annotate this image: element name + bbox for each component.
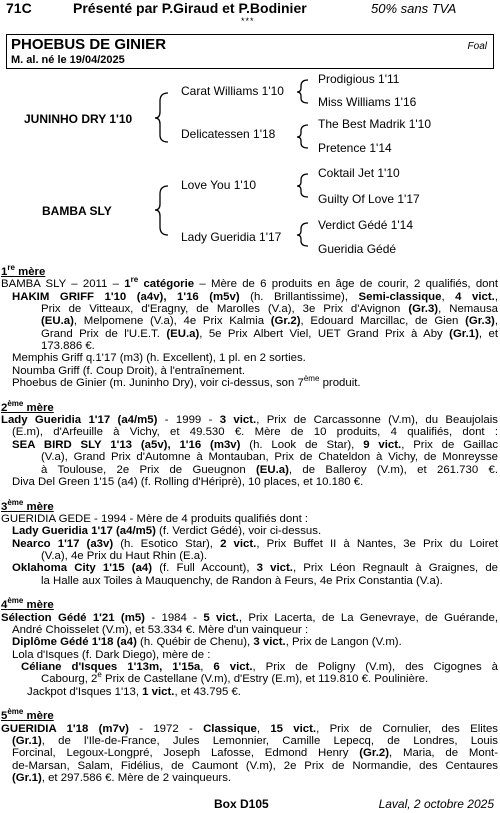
section-title-3: 3ème mère <box>1 497 54 513</box>
text-line: Diva Del Green 1'15 (a4) (f. Rolling d'Hériprè), 10 places, et 10.180 €. <box>12 475 364 488</box>
text-line: Céliane d'Isques 1'13m, 1'15a, 6 vict., Prix de Poligny (V.m), des Cigognes à <box>21 661 498 673</box>
box-number: Box D105 <box>214 797 269 811</box>
sss: Prodigious 1'11 <box>318 72 400 86</box>
text-line: HAKIM GRIFF 1'10 (a4v), 1'16 (m5v) (h. Brillantissime), Semi-classique, 4 vict., <box>12 290 498 303</box>
text-line: 173.886 €. <box>41 340 95 353</box>
dam: BAMBA SLY <box>42 204 112 218</box>
section-title-5: 5ème mère <box>1 707 54 723</box>
text-line: (V.a), 4e Prix du Haut Rhin (E.a). <box>41 549 208 562</box>
text-line: Diplôme Gédé 1'18 (a4) (h. Québir de Chenu), 3 vict., Prix de Langon (V.m). <box>12 636 402 649</box>
text-line: (E.m), d'Arfeuille à Vichy, et 49.530 €. Mère de 10 produits, 4 qualifiés, dont : <box>12 426 498 439</box>
sire-sire: Carat Williams 1'10 <box>181 84 284 98</box>
text-line: Cabourg, 2e Prix de Castellane (V.m), d'Estry (E.m), et 119.810 €. Poulinière. <box>41 670 429 686</box>
section-title-2: 2ème mère <box>1 398 54 414</box>
sds: The Best Madrik 1'10 <box>318 117 432 131</box>
text-line: à Toulouse, 2e Prix de Gueugnon (EU.a), de Balleroy (V.m), et 261.730 €. <box>41 463 498 476</box>
text-line: André Choisselet (V.m), et 53.334 €. Mère d'un vainqueur : <box>12 623 309 636</box>
text-line: (EU.a), Melpomene (V.a), 4e Prix Kalmia (Gr.2), Edouard Marcillac, de Gien (Gr.3), <box>41 315 499 328</box>
text-line: Lady Gueridia 1'17 (a4/m5) (f. Verdict Gédé), voir ci-dessus. <box>12 525 322 538</box>
text-line: Grand Prix de l'U.E.T. (EU.a), 5e Prix Albert Viel, UET Grand Prix à Aby (Gr.1), et <box>41 327 498 340</box>
text-line: Lady Gueridia 1'17 (a4/m5) - 1999 - 3 vict., Prix de Carcassonne (V.m), du Beaujolais <box>1 414 498 427</box>
spacer <box>1 587 498 599</box>
text-line: (Gr.1), et 297.586 €. Mère de 2 vainqueurs. <box>12 772 232 785</box>
tax-note: 50% sans TVA <box>371 1 457 16</box>
spacer <box>1 389 498 401</box>
dam-dam: Lady Gueridia 1'17 <box>181 230 282 244</box>
horse-birth-info: M. al. né le 19/04/2025 <box>11 54 125 66</box>
text-line: Forcinal, Legoux-Longpré, Joseph Lafosse, Edmond Henry (Gr.2), Maria, de Mont- <box>12 747 498 760</box>
text-line: Prix de Vitteaux, d'Eragny, de Marolles (V.a), 3e Prix d'Avignon (Gr.3), Nemausa <box>41 303 498 316</box>
text-line: Lola d'Isques (f. Dark Diego), mère de : <box>12 648 211 661</box>
text-line: GUERIDIA 1'18 (m7v) - 1972 - Classique, 15 vict., Prix de Cornulier, des Elites <box>1 722 498 735</box>
header-stars: *** <box>241 16 255 26</box>
text-line: SEA BIRD SLY 1'13 (a5v), 1'16 (m3v) (h. Look de Star), 9 vict., Prix de Gaillac <box>12 438 499 451</box>
section-title-1: 1re mère <box>1 263 46 278</box>
text-line: la Halle aux Toiles à Mauquenchy, de Randon à Feurs, 4e Prix Constantia (V.a). <box>41 574 443 587</box>
sale-date: Laval, 2 octobre 2025 <box>378 797 494 811</box>
sire-dam: Delicatessen 1'18 <box>181 127 276 141</box>
spacer <box>1 488 498 500</box>
text-line: GUERIDIA GEDE - 1994 - Mère de 4 produits qualifiés dont : <box>1 512 309 525</box>
sire: JUNINHO DRY 1'10 <box>24 112 133 126</box>
horse-type: Foal <box>467 41 487 52</box>
lot-number: 71C <box>6 0 32 16</box>
dss: Coktail Jet 1'10 <box>318 166 400 180</box>
text-line: Noumba Griff (f. Coup Droit), à l'entraînement. <box>12 364 246 377</box>
text-line: (V.a), Grand Prix d'Automne à Montauban, Prix de Chateldon à Vichy, de Monreysse <box>41 451 498 464</box>
ssd: Miss Williams 1'16 <box>318 95 417 109</box>
text-line: BAMBA SLY – 2011 – 1re catégorie – Mère de 6 produits en âge de courir, 2 qualifiés, dont <box>1 275 498 291</box>
text-line: (Gr.1), de l'Ile-de-France, Jules Lemonnier, Camille Lepecq, de Londres, Louis <box>12 735 498 748</box>
text-line: Oklahoma City 1'15 (a4) (f. Full Account), 3 vict., Prix Léon Regnault à Graignes, de <box>12 562 499 575</box>
text-line: Jackpot d'Isques 1'13, 1 vict., et 43.795 €. <box>27 685 241 698</box>
dds: Verdict Gédé 1'14 <box>318 218 414 232</box>
text-line: Phoebus de Ginier (m. Juninho Dry), voir ci-dessus, son 7ème produit. <box>12 374 361 390</box>
dam-sire: Love You 1'10 <box>181 178 257 192</box>
dsd: Guilty Of Love 1'17 <box>318 192 420 206</box>
text-line: Memphis Griff q.1'17 (m3) (h. Excellent), 1 pl. en 2 sorties. <box>12 352 306 365</box>
presenter: Présenté par P.Giraud et P.Bodinier <box>73 0 307 16</box>
text-line: Nearco 1'17 (a3v) (h. Esotico Star), 2 vict., Prix Buffet II à Nantes, 3e Prix du Loiret <box>12 537 498 550</box>
text-line: Sélection Gédé 1'21 (m5) - 1984 - 5 vict., Prix Lacerta, de La Genevraye, de Guérande, <box>1 611 499 624</box>
maternal-line-text <box>1 263 499 785</box>
sdd: Pretence 1'14 <box>318 141 392 155</box>
horse-name: PHOEBUS DE GINIER <box>11 36 167 53</box>
page-footer <box>0 797 500 811</box>
ddd: Gueridia Gédé <box>318 242 397 256</box>
spacer <box>1 698 498 710</box>
section-title-4: 4ème mère <box>1 596 54 612</box>
text-line: de-Marsan, Salam, Fidélius, de Caumont (V.m), 2e Prix de Normandie, des Centaures <box>12 759 498 772</box>
